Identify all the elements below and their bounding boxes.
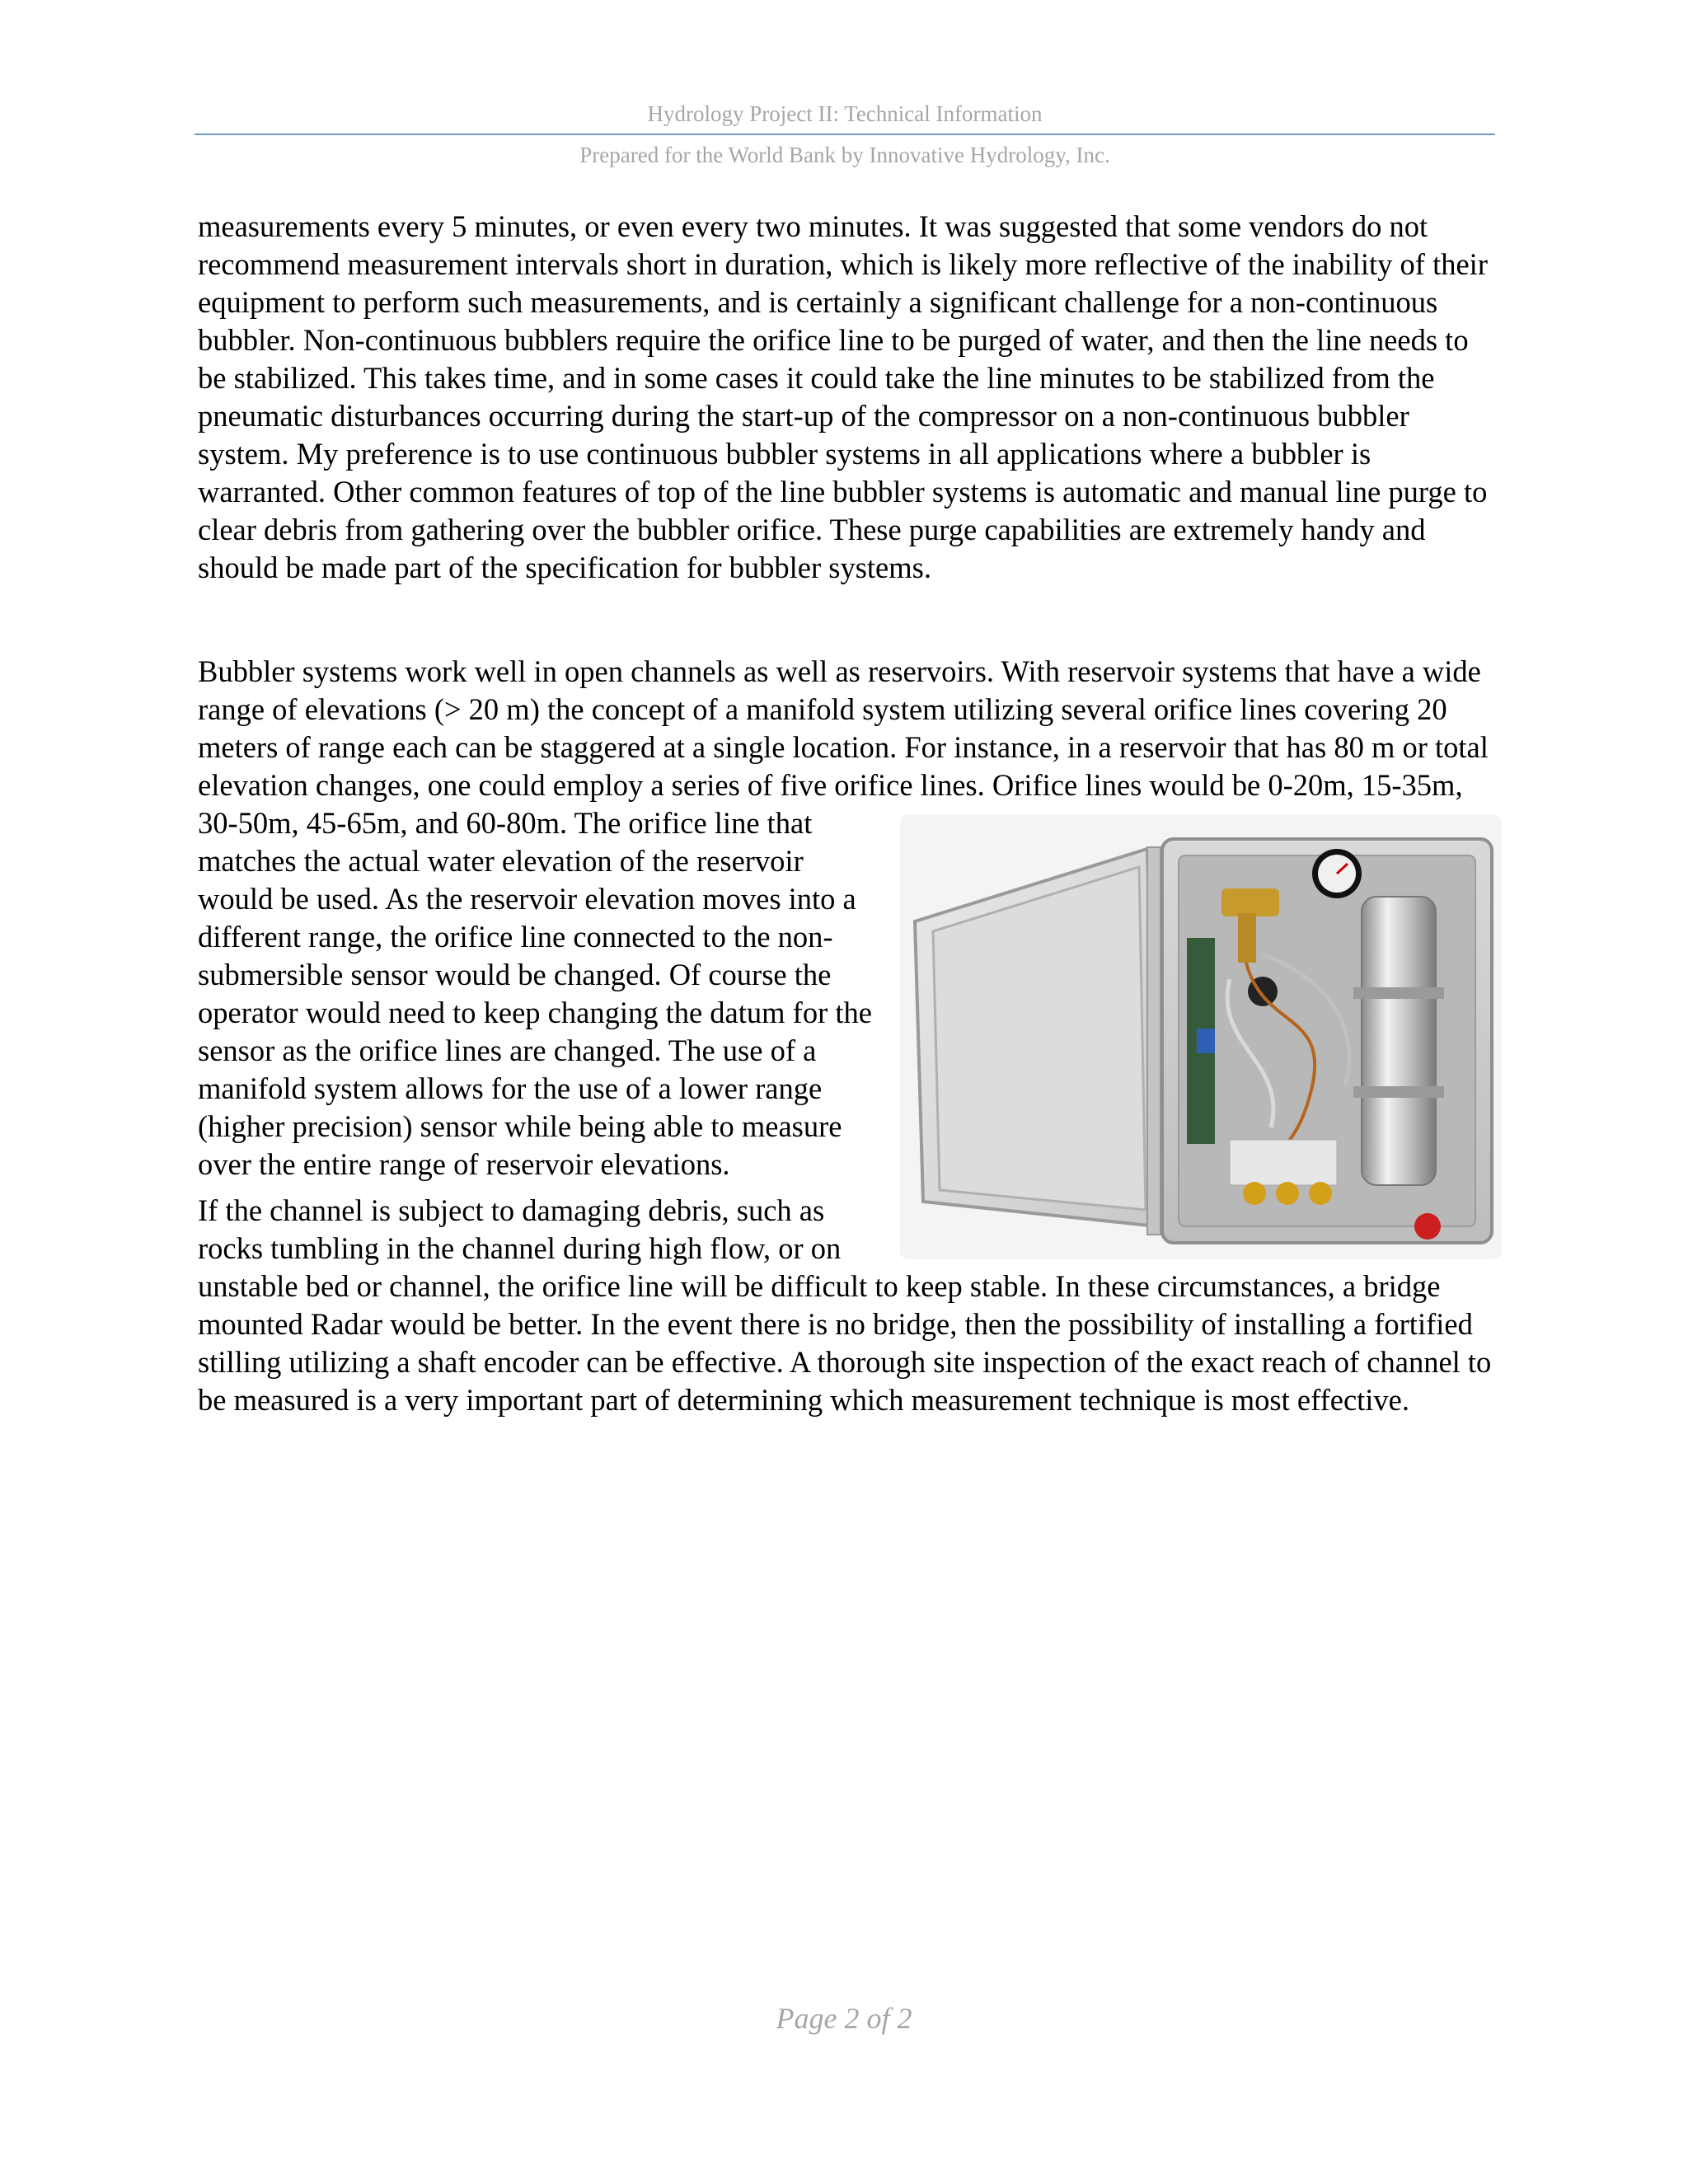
paragraph-1: measurements every 5 minutes, or even every two minutes. It was suggested that some vendors do not recommend measurement intervals short in duration, which is likely more reflective of the inability of their equipment to perform such measurements, and is certainly a significant challenge for a non-continuous bubbler. Non-continuous bubblers require the orifice line to be purged of water, and then the line needs to be stabilized. This takes time, and in some cases it could take the line minutes to be stabilized from the pneumatic disturbances occurring during the start-up of the compressor on a non-continuous bubbler system. My preference is to use continuous bubbler systems in all applications where a bubbler is warranted. Other common features of top of the line bubbler systems is automatic and manual line purge to clear debris from gathering over the bubbler orifice. These purge capabilities are extremely handy and should be made part of the specification for bubbler systems. <box>198 209 1488 584</box>
paragraph-2 <box>198 653 1502 1183</box>
paragraph-2-lead: Bubbler systems work well in open channels as well as reservoirs. With reservoir systems that have a wide range of elevations (> 20 m) the concept of a manifold system utilizing several orifice lines covering 20 meters of range each can be staggered at a single location. For instance, in a reservoir that has 80 m or total elevation changes, one could employ a series of five orifice lines. Orifice lines would be 0-20m, 15-35m, 30-50m, 45-65m, and 60-80m. The orifice line that <box>198 654 1489 840</box>
bubbler-enclosure-photo <box>900 814 1502 1259</box>
page-number: Page 2 of 2 <box>776 2002 912 2035</box>
paragraph-3: If the channel is subject to damaging debris, such as rocks tumbling in the channel during high flow, or on unstable bed or channel, the orifice line will be difficult to keep stable. In these circumstances, a bridge mounted Radar would be better. In the event there is no bridge, then the possibility of installing a fortified stilling utilizing a shaft encoder can be effective. A thorough site inspection of the exact reach of channel to be measured is a very important part of determining which measurement technique is most effective. <box>198 1193 1492 1417</box>
header-subtitle: Prepared for the World Bank by Innovative Hydrology, Inc. <box>579 143 1110 167</box>
header-title: Hydrology Project II: Technical Information <box>647 101 1043 126</box>
header-divider <box>195 134 1495 135</box>
paragraph-2-wrapped: matches the actual water elevation of the reservoir would be used. As the reservoir elevation moves into a different range, the orifice line connected to the non-submersible sensor would be changed. Of course the operator would need to keep changing the datum for the sensor as the orifice lines are changed. The use of a manifold system allows for the use of a lower range (higher precision) sensor while being able to measure over the entire range of reservoir elevations. <box>198 844 872 1181</box>
bubbler-enclosure-illustration <box>900 814 1502 1259</box>
page-header <box>195 97 1495 171</box>
document-body <box>198 208 1502 1419</box>
